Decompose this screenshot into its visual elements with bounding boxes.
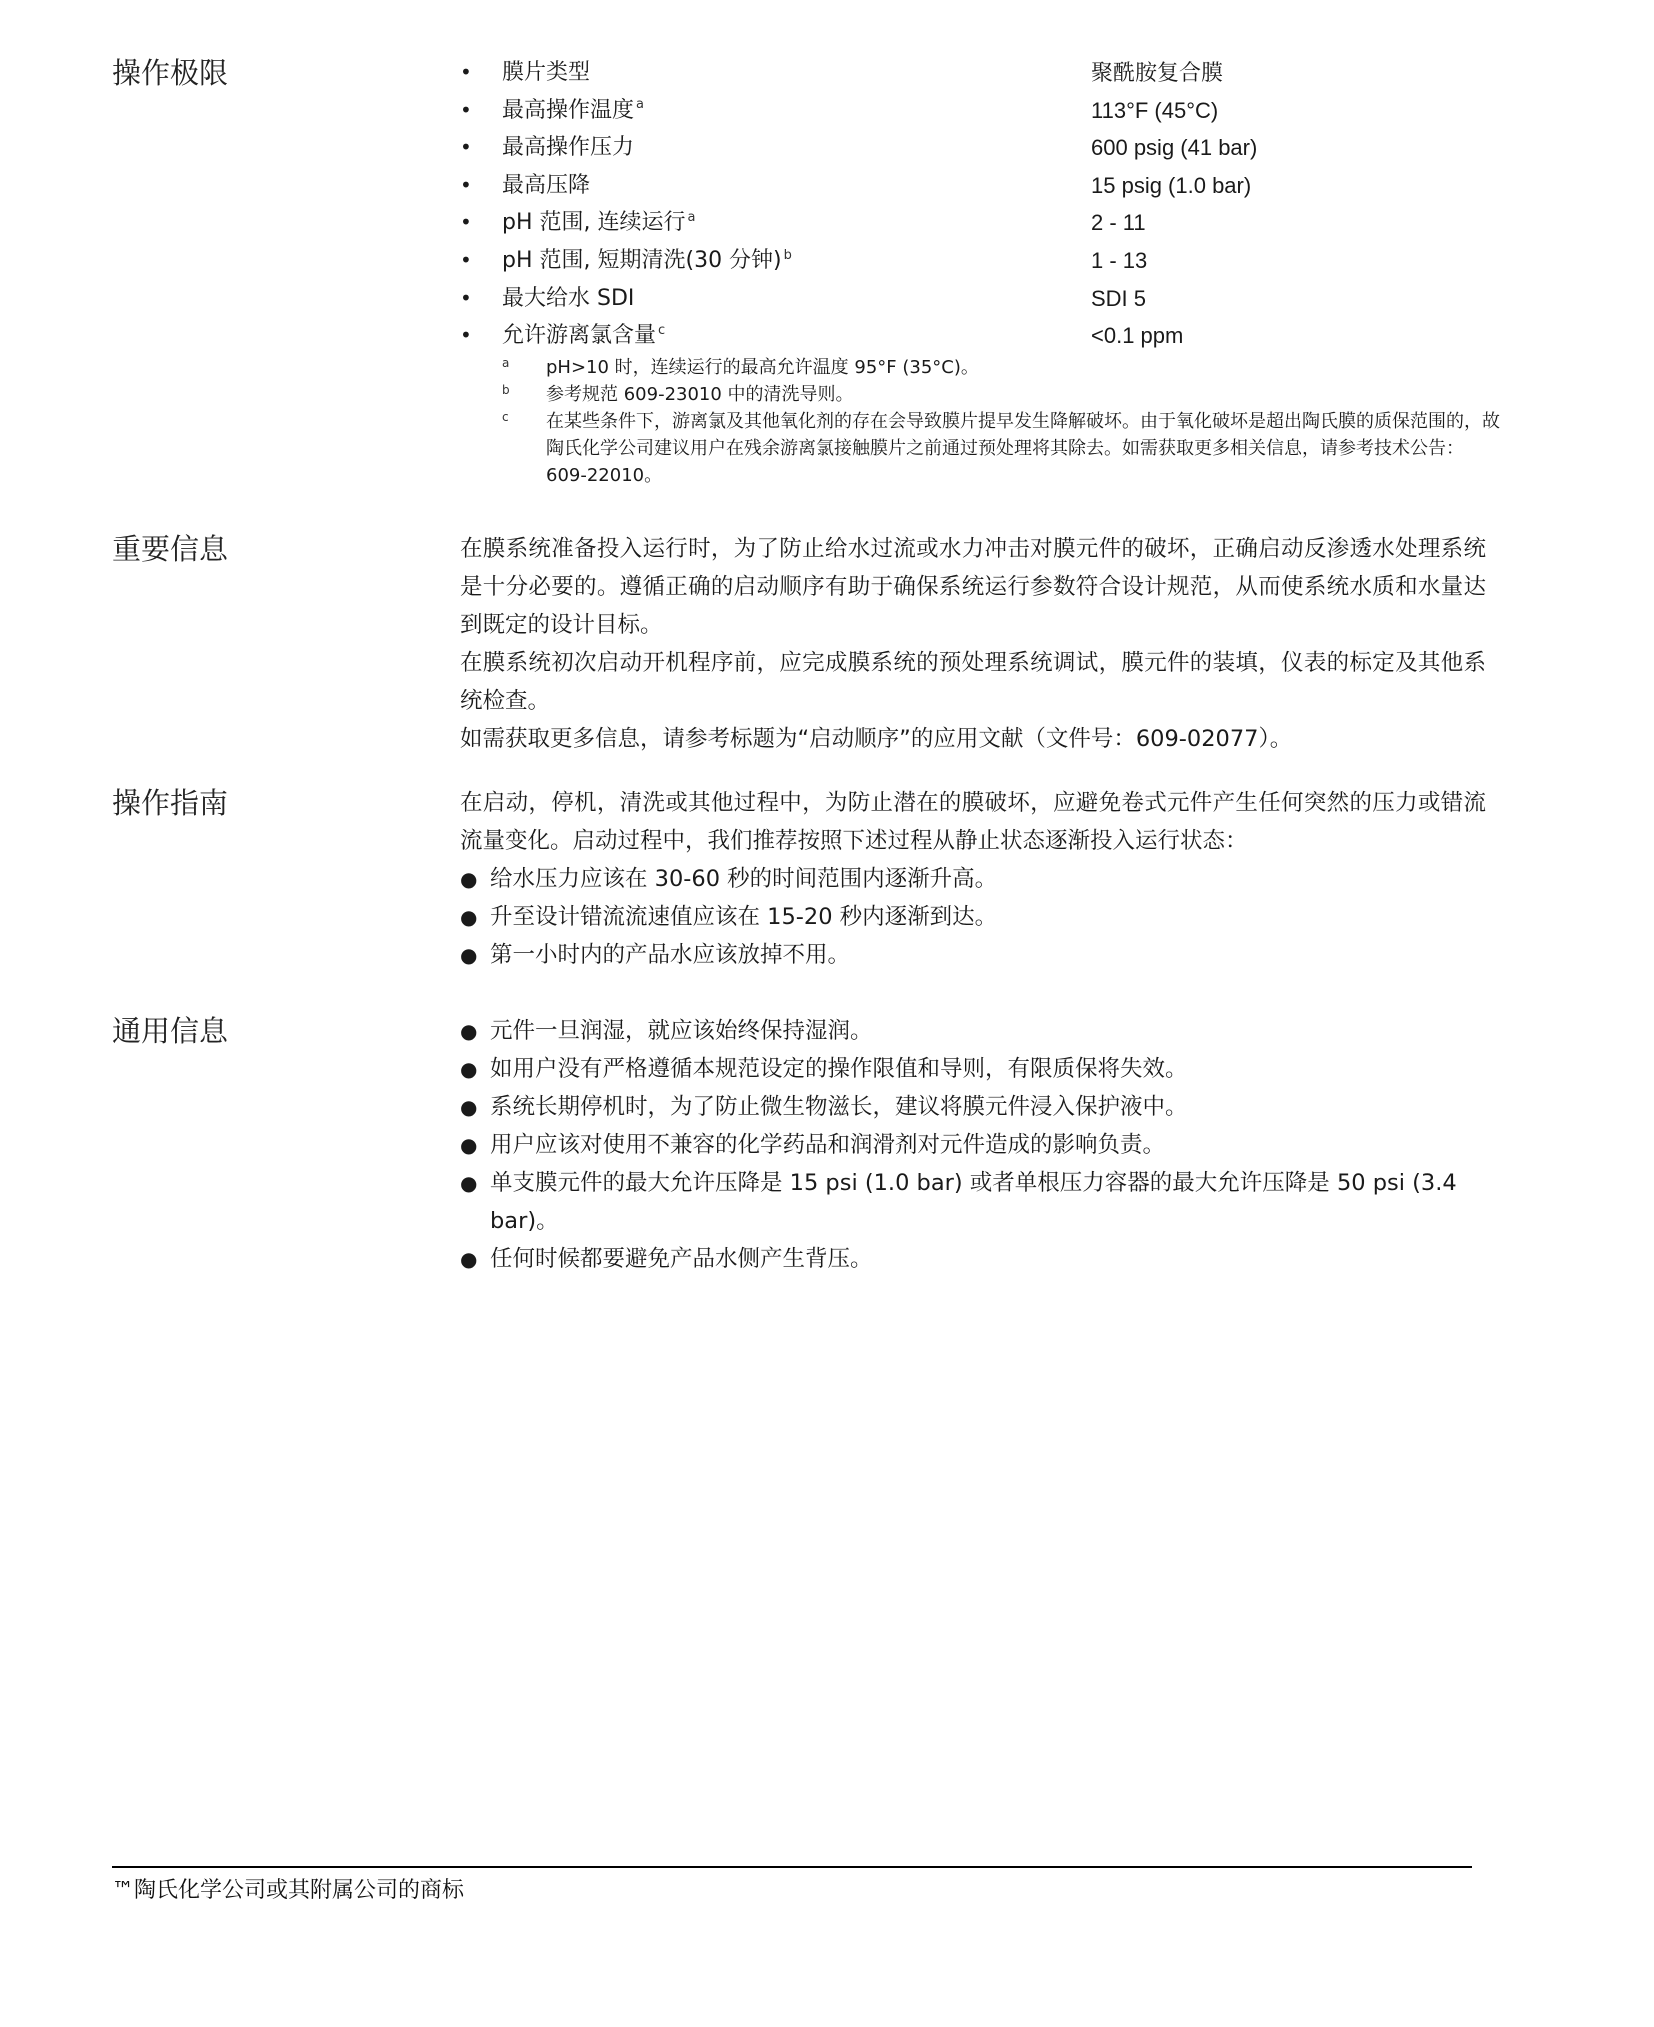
footnotes-list	[502, 354, 1502, 489]
section-heading: 重要信息	[112, 532, 229, 566]
footnote	[502, 381, 1502, 408]
limit-row	[460, 129, 1560, 167]
footnote-mark: a	[636, 97, 644, 113]
limits-list	[460, 54, 1560, 355]
limit-label: pH 范围, 短期清洗(30 分钟) $^b$	[502, 247, 792, 273]
limit-row	[460, 92, 1560, 130]
limit-label: 最高压降	[502, 172, 591, 198]
paragraph: 在膜系统初次启动开机程序前，应完成膜系统的预处理系统调试，膜元件的装填，仪表的标定及其他系统检查。	[460, 650, 1486, 714]
footnote-text: 参考规范 609-23010 中的清洗导则。	[546, 384, 854, 405]
limit-value: SDI 5	[1091, 285, 1147, 311]
limit-value: 113°F (45°C)	[1091, 97, 1219, 123]
section-heading: 操作指南	[112, 786, 229, 820]
list-item	[460, 936, 1490, 974]
trademark-note: ™陶氏化学公司或其附属公司的商标	[112, 1878, 465, 1903]
bullet-icon: •	[460, 323, 472, 348]
bullet-icon: ●	[460, 1095, 478, 1119]
limit-value: 2 - 11	[1091, 210, 1146, 236]
list-item-text: 系统长期停机时，为了防止微生物滋长，建议将膜元件浸入保护液中。	[490, 1094, 1188, 1120]
list-item-text: 如用户没有严格遵循本规范设定的操作限值和导则，有限质保将失效。	[490, 1056, 1188, 1082]
footnote-letter: c	[502, 410, 509, 424]
footnote-letter: a	[502, 356, 510, 370]
list-item	[460, 898, 1490, 936]
footnote-text: pH>10 时，连续运行的最高允许温度 95°F (35°C)。	[546, 357, 979, 378]
footnote	[502, 408, 1502, 489]
footnote-mark: a	[687, 210, 696, 226]
bullet-icon: ●	[460, 1019, 478, 1043]
list-item	[460, 1240, 1490, 1278]
list-item-text: 元件一旦润湿，就应该始终保持湿润。	[490, 1018, 873, 1044]
bullet-icon: •	[460, 285, 472, 310]
paragraph: 在膜系统准备投入运行时，为了防止给水过流或水力冲击对膜元件的破坏，正确启动反渗透水处理系统是十分必要的。遵循正确的启动顺序有助于确保系统运行参数符合设计规范，从而使系统水质和水量达到既定的设计目标。	[460, 536, 1486, 638]
bullet-icon: •	[460, 247, 472, 272]
section-heading: 通用信息	[112, 1014, 229, 1048]
bullet-icon: ●	[460, 943, 478, 967]
bullet-icon: •	[460, 172, 472, 197]
bullet-icon: ●	[460, 1057, 478, 1081]
limit-row	[460, 54, 1560, 92]
bullet-icon: •	[460, 97, 472, 122]
footnote-text: 在某些条件下，游离氯及其他氧化剂的存在会导致膜片提早发生降解破坏。由于氧化破坏是超出陶氏膜的质保范围的，故陶氏化学公司建议用户在残余游离氯接触膜片之前通过预处理将其除去。如需获取更多相关信息，请参考技术公告：609-22010。	[546, 411, 1500, 486]
list-item	[460, 1126, 1490, 1164]
limit-row	[460, 317, 1560, 355]
limit-label: 膜片类型	[502, 60, 591, 85]
guidelines-list	[460, 860, 1490, 974]
list-item-text: 升至设计错流流速值应该在 15-20 秒内逐渐到达。	[490, 904, 998, 930]
limit-label: 最大给水 SDI	[502, 285, 635, 311]
limit-value: 600 psig (41 bar)	[1091, 135, 1258, 161]
list-item	[460, 1164, 1490, 1240]
important-info-body	[460, 530, 1486, 758]
footnote-letter: b	[502, 383, 510, 397]
limit-value: <0.1 ppm	[1091, 323, 1184, 349]
limit-value: 15 psig (1.0 bar)	[1091, 172, 1252, 198]
list-item-text: 第一小时内的产品水应该放掉不用。	[490, 942, 851, 968]
footer-divider	[112, 1866, 1472, 1868]
limit-row	[460, 204, 1560, 242]
footnote	[502, 354, 1502, 381]
list-item-text: 任何时候都要避免产品水侧产生背压。	[490, 1246, 873, 1272]
list-item	[460, 1050, 1490, 1088]
limit-row	[460, 167, 1560, 205]
guidelines-intro	[460, 784, 1486, 860]
footnote-mark: c	[658, 322, 666, 338]
list-item	[460, 860, 1490, 898]
bullet-icon: ●	[460, 867, 478, 891]
section-heading: 操作极限	[112, 56, 229, 90]
bullet-icon: ●	[460, 1171, 478, 1195]
bullet-icon: •	[460, 135, 472, 160]
bullet-icon: ●	[460, 1247, 478, 1271]
paragraph: 如需获取更多信息，请参考标题为“启动顺序”的应用文献（文件号：609-02077）。	[460, 726, 1293, 752]
limit-row	[460, 242, 1560, 280]
limit-label: 最高操作压力	[502, 135, 635, 161]
list-item-text: 给水压力应该在 30-60 秒的时间范围内逐渐升高。	[490, 866, 998, 892]
limit-label: 最高操作温度 $^a$	[502, 97, 644, 123]
limit-value: 1 - 13	[1091, 247, 1148, 273]
bullet-icon: •	[460, 60, 472, 84]
bullet-icon: •	[460, 210, 472, 235]
paragraph: 在启动，停机，清洗或其他过程中，为防止潜在的膜破坏，应避免卷式元件产生任何突然的压力或错流流量变化。启动过程中，我们推荐按照下述过程从静止状态逐渐投入运行状态：	[460, 790, 1486, 854]
list-item-text: 单支膜元件的最大允许压降是 15 psi (1.0 bar) 或者单根压力容器的最大允许压降是 50 psi (3.4 bar)。	[490, 1170, 1457, 1234]
bullet-icon: ●	[460, 905, 478, 929]
list-item	[460, 1088, 1490, 1126]
limit-label: 允许游离氯含量 $^c$	[502, 322, 666, 349]
list-item	[460, 1012, 1490, 1050]
limit-label: pH 范围, 连续运行 $^a$	[502, 210, 696, 236]
footnote-mark: b	[783, 247, 792, 263]
limit-row	[460, 280, 1560, 318]
bullet-icon: ●	[460, 1133, 478, 1157]
limit-value: 聚酰胺复合膜	[1091, 60, 1224, 85]
list-item-text: 用户应该对使用不兼容的化学药品和润滑剂对元件造成的影响负责。	[490, 1132, 1166, 1158]
general-info-list	[460, 1012, 1490, 1278]
